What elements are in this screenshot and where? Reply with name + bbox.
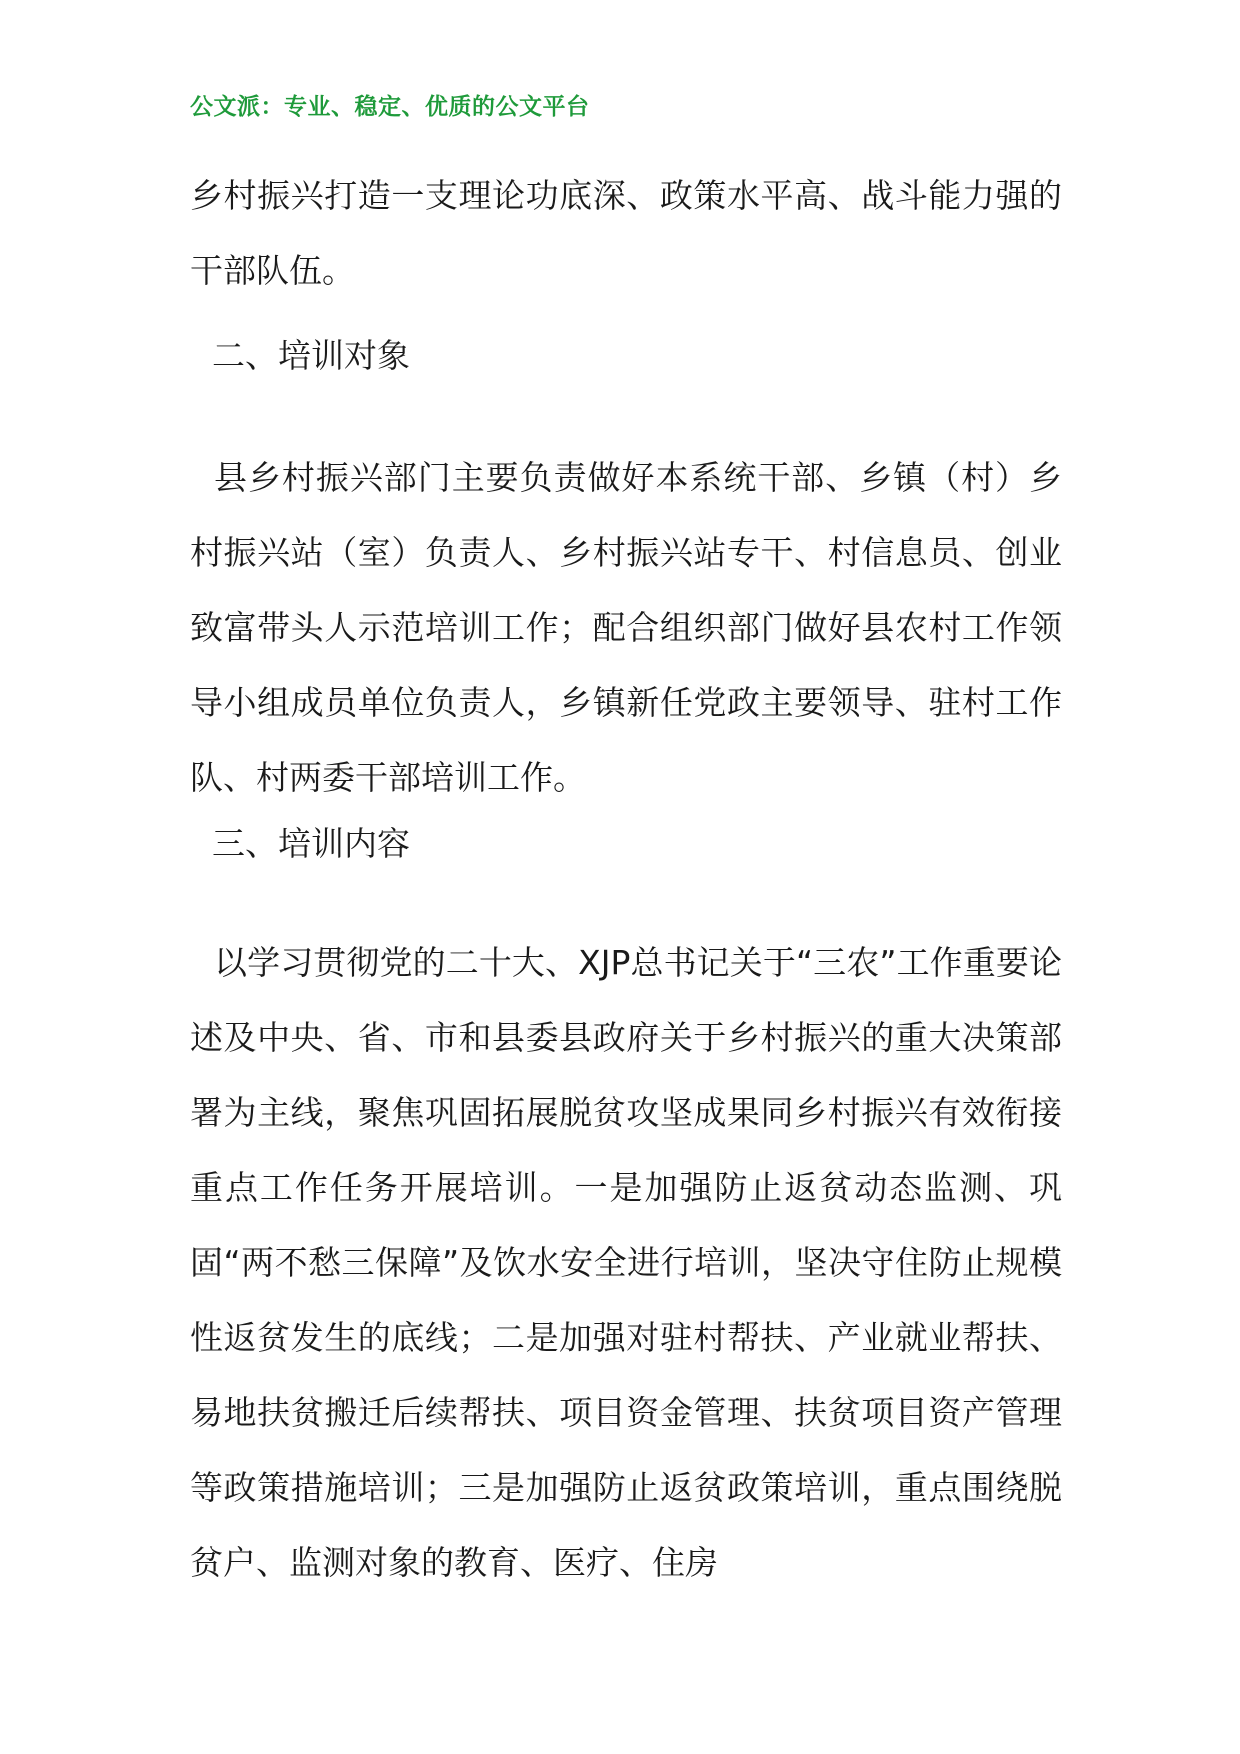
training-content-paragraph: 以学习贯彻党的二十大、XJP总书记关于“三农”工作重要论述及中央、省、市和县委县政府关于乡村振兴的重大决策部署为主线，聚焦巩固拓展脱贫攻坚成果同乡村振兴有效衔接重点工作任务开展培训。一是加强防止返贫动态监测、巩固“两不愁三保障”及饮水安全进行培训，坚决守住防止规模性返贫发生的底线；二是加强对驻村帮扶、产业就业帮扶、易地扶贫搬迁后续帮扶、项目资金管理、扶贫项目资产管理等政策措施培训；三是加强防止返贫政策培训，重点围绕脱贫户、监测对象的教育、医疗、住房 — [190, 943, 1062, 1582]
section-heading-training-content: 三、培训内容 — [212, 824, 410, 863]
site-slogan-header: 公文派：专业、稳定、优质的公文平台 — [190, 94, 590, 120]
training-targets-paragraph: 县乡村振兴部门主要负责做好本系统干部、乡镇（村）乡村振兴站（室）负责人、乡村振兴站专干、村信息员、创业致富带头人示范培训工作；配合组织部门做好县农村工作领导小组成员单位负责人，乡镇新任党政主要领导、驻村工作队、村两委干部培训工作。 — [190, 458, 1062, 797]
continued-paragraph: 乡村振兴打造一支理论功底深、政策水平高、战斗能力强的干部队伍。 — [190, 176, 1062, 290]
section-heading-training-targets: 二、培训对象 — [212, 336, 410, 375]
